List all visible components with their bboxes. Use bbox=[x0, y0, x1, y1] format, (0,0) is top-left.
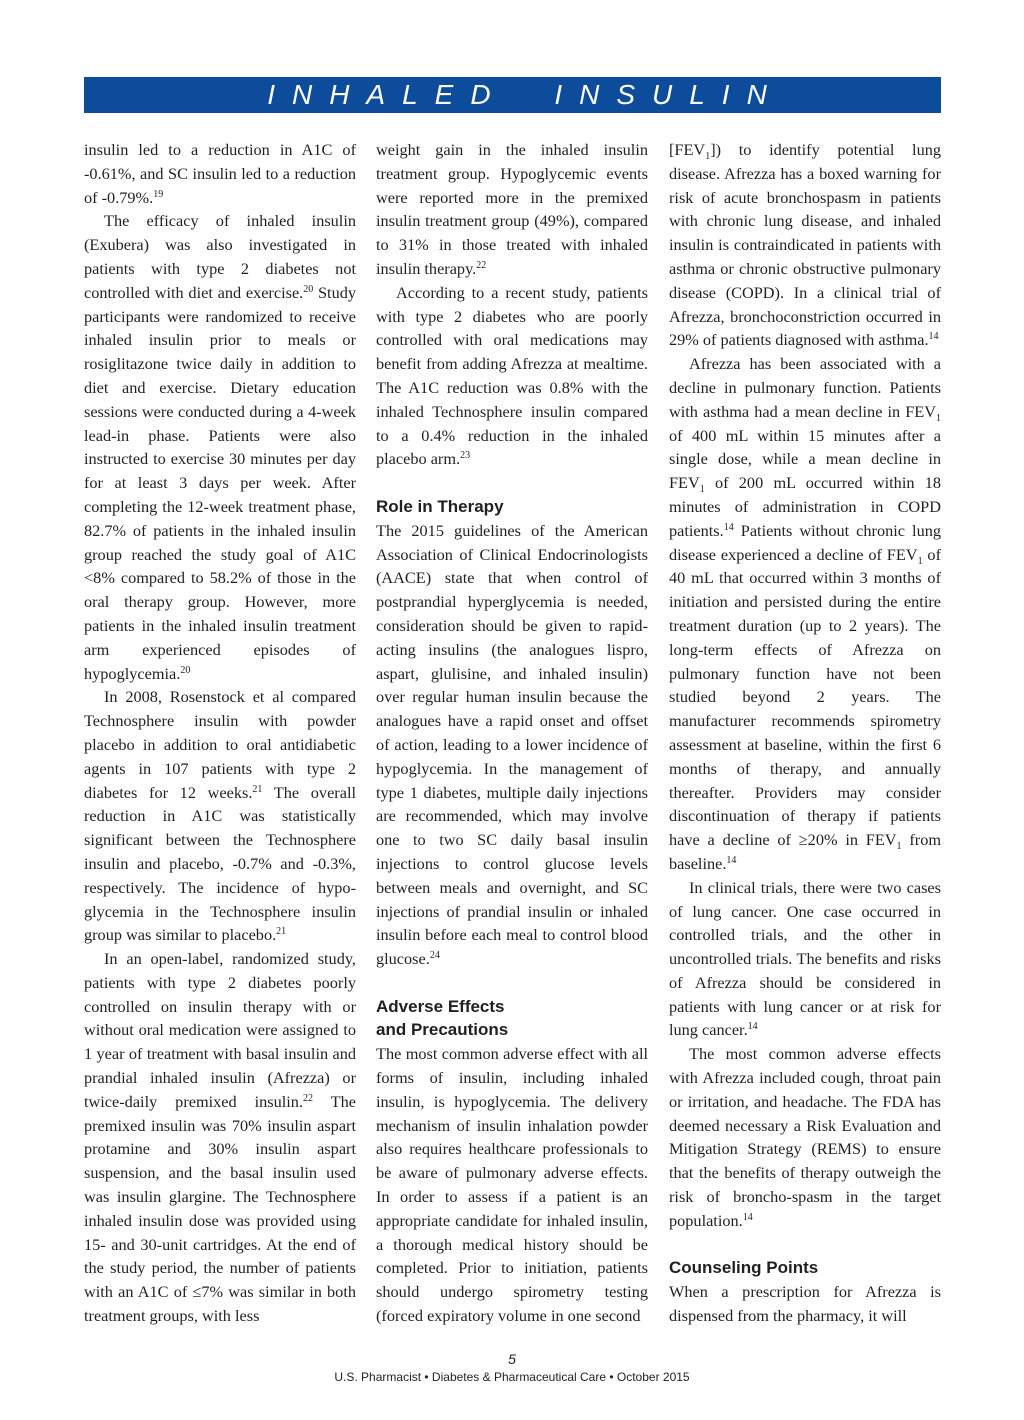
page-number: 5 bbox=[508, 1351, 516, 1367]
paragraph: According to a recent study, patients with type 2 diabetes who are poorly controlled with oral medications may benefit from adding Afrezza at mealtime. The A1C reduction was 0.8% with the inhaled Technosphere insulin compared to a 0.4% reduction in the inhaled placebo arm.$^{23}$ bbox=[376, 282, 648, 469]
reference-superscript: 21 bbox=[252, 783, 263, 795]
paragraph: The most common adverse effects with Afrezza included cough, throat pain or irritation, and headache. The FDA has deemed necessary a Risk Evaluation and Mitigation Strategy (REMS) to ensure that the benefits of therapy outweigh the risk of broncho-spasm in the target population.$^{14}$ bbox=[669, 1044, 941, 1230]
column-2 bbox=[376, 138, 648, 1328]
reference-superscript: 22 bbox=[303, 1092, 314, 1104]
paragraph: $[FEV_1]$) to identify potential lung disease. Afrezza has a boxed warning for risk of acute bronchospasm in patients with chronic lung disease, and inhaled insulin is contraindicated in patients with asthma or chronic obstructive pulmonary disease (COPD). In a clinical trial of Afrezza, bronchoconstriction occurred in 29% of patients diagnosed with asthma.$^{14}$ bbox=[669, 140, 941, 350]
reference-superscript: 14 bbox=[928, 331, 939, 343]
reference-superscript: 19 bbox=[153, 188, 164, 200]
paragraph: insulin led to a reduction in A1C of -0.61%, and SC insulin led to a reduction of -0.79%.$^{19}$ bbox=[84, 140, 356, 207]
reference-superscript: 14 bbox=[723, 521, 734, 533]
paragraph: In an open-label, randomized study, patients with type 2 diabetes poorly controlled on insulin therapy with or without oral medication were assigned to 1 year of treatment with basal insulin and prandial inhaled insulin (Afrezza) or twice-daily premixed insulin.$^{22}$ The premixed insulin was 70% insulin aspart protamine and 30% insulin aspart suspension, and the basal insulin used was insulin glargine. The Technosphere inhaled insulin dose was provided using 15- and 30-unit cartridges. At the end of the study period, the number of patients with an A1C of ≤7% was similar in both treatment groups, with less bbox=[84, 949, 356, 1326]
reference-superscript: 22 bbox=[476, 259, 487, 271]
section-banner bbox=[84, 77, 941, 113]
reference-superscript: 21 bbox=[276, 926, 287, 938]
reference-superscript: 20 bbox=[180, 664, 191, 676]
paragraph: In clinical trials, there were two cases of lung cancer. One case occurred in controlled trials, and the other in uncontrolled trials. The benefits and risks of Afrezza should be considered in patients with lung cancer or at risk for lung cancer.$^{14}$ bbox=[669, 877, 941, 1040]
banner-title: INHALED INSULIN bbox=[267, 79, 784, 110]
section-heading-counseling-points: Counseling Points bbox=[669, 1258, 819, 1278]
reference-superscript: 23 bbox=[460, 450, 471, 462]
reference-superscript: 14 bbox=[726, 854, 737, 866]
section-heading-adverse-effects: Adverse Effects and Precautions bbox=[376, 996, 509, 1040]
reference-superscript: 24 bbox=[429, 950, 440, 962]
paragraph: Afrezza has been associated with a decline in pulmonary function. Patients with asthma had a mean decline in $FEV_1$ of 400 mL within 15 minutes after a single dose, while a mean decline in $FEV_1$ of 200 mL occurred within 18 minutes of administration in COPD patients.$^{14}$ Patients without chronic lung disease experienced a decline of $FEV_1$ of 40 mL that occurred within 3 months of initiation and persisted during the entire treatment duration (up to 2 years). The long-term effects of Afrezza on pulmonary function have not been studied beyond 2 years. The manufacturer recommends spirometry assessment at baseline, within the first 6 months of therapy, and annually thereafter. Providers may consider discontinuation of therapy if patients have a decline of ≥20% in $FEV_1$ from baseline.$^{14}$ bbox=[669, 354, 941, 873]
paragraph: weight gain in the inhaled insulin treatment group. Hypoglycemic events were reported more in the premixed insulin treatment group (49%), compared to 31% in those treated with inhaled insulin therapy.$^{22}$ bbox=[376, 140, 648, 278]
reference-superscript: 20 bbox=[303, 283, 314, 295]
column-1 bbox=[84, 138, 356, 1328]
paragraph: The 2015 guidelines of the American Association of Clinical Endocrinologists (AACE) state that when control of postprandial hyperglycemia is needed, consideration should be given to rapid-acting insulins (the analogues lispro, aspart, glulisine, and inhaled insulin) over regular human insulin because the analogues have a rapid onset and offset of action, leading to a lower incidence of hypoglycemia. In the management of type 1 diabetes, multiple daily injections are recommended, which may involve one to two SC daily basal insulin injections to control glucose levels between meals and overnight, and SC injections of prandial insulin or inhaled insulin before each meal to control blood glucose.$^{24}$ bbox=[376, 520, 648, 969]
paragraph: In 2008, Rosenstock et al compared Technosphere insulin with powder placebo in addition to oral antidiabetic agents in 107 patients with type 2 diabetes for 12 weeks.$^{21}$ The overall reduction in A1C was statistically significant between the Technosphere insulin and placebo, -0.7% and -0.3%, respectively. The incidence of hypo-glycemia in the Technosphere insulin group was similar to placebo.$^{21}$ bbox=[84, 687, 356, 945]
section-heading-role-in-therapy: Role in Therapy bbox=[376, 496, 504, 516]
paragraph: When a prescription for Afrezza is dispensed from the pharmacy, it will bbox=[669, 1282, 941, 1326]
paragraph: The efficacy of inhaled insulin (Exubera) was also investigated in patients with type 2 diabetes not controlled with diet and exercise.$^{20}$ Study participants were randomized to receive inhaled insulin prior to meals or rosiglitazone twice daily in addition to diet and exercise. Dietary education sessions were conducted during a 4-week lead-in phase. Patients were also instructed to exercise 30 minutes per day for at least 3 days per week. After completing the 12-week treatment phase, 82.7% of patients in the inhaled insulin group reached the study goal of A1C <8% compared to 58.2% of those in the oral therapy group. However, more patients in the inhaled insulin treatment arm experienced episodes of hypoglycemia.$^{20}$ bbox=[84, 211, 356, 683]
paragraph: The most common adverse effect with all forms of insulin, including inhaled insulin, is hypoglycemia. The delivery mechanism of insulin inhalation powder also requires healthcare professionals to be aware of pulmonary adverse effects. In order to assess if a patient is an appropriate candidate for inhaled insulin, a thorough medical history should be completed. Prior to initiation, patients should undergo spirometry testing (forced expiratory volume in one second bbox=[376, 1044, 648, 1326]
column-3 bbox=[669, 138, 941, 1328]
footer-credit: U.S. Pharmacist • Diabetes & Pharmaceutical Care • October 2015 bbox=[334, 1370, 690, 1384]
reference-superscript: 14 bbox=[747, 1021, 758, 1033]
reference-superscript: 14 bbox=[742, 1211, 753, 1223]
